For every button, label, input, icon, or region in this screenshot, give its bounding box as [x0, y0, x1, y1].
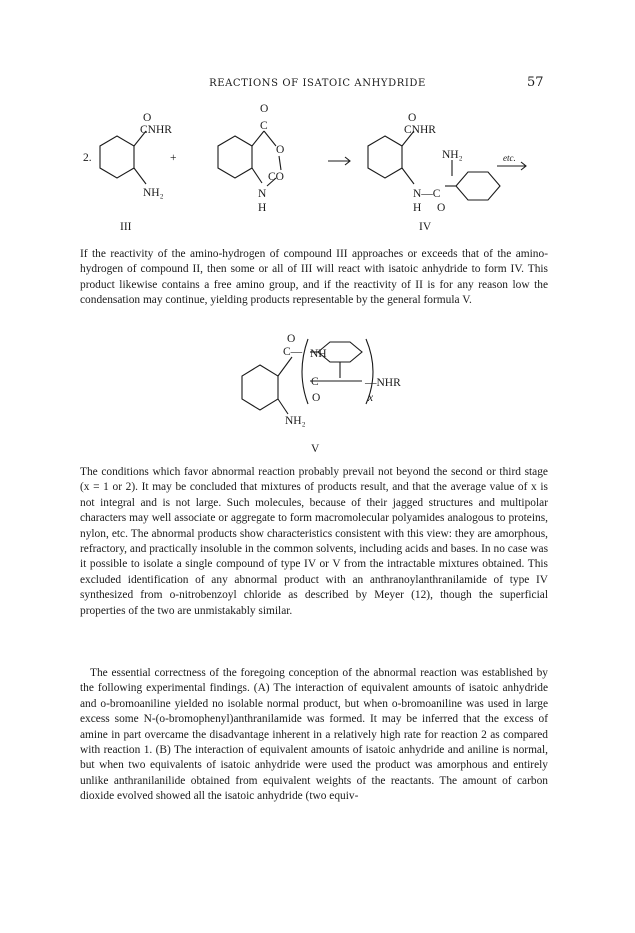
- running-head: REACTIONS OF ISATOIC ANHYDRIDE: [209, 78, 426, 89]
- c1-o-top: O: [143, 112, 152, 124]
- c3-nh2: NH₂: [442, 149, 463, 161]
- benzene-ring-IV-right: [456, 172, 500, 200]
- etc-label: etc.: [503, 153, 516, 163]
- c3-h: H: [413, 202, 422, 214]
- v-c-dash: C—: [283, 346, 303, 358]
- paragraph-3: The essential correctness of the foregoing conception of the abnormal reaction was established by the following experimental findings. (A) The interaction of equivalent amounts of isatoic anhydride and o-bromoaniline yielded no isolable normal product, but when o-bromoaniline was used in large excess some N-(o-bromophenyl)anthranilamide was formed. It may be inferred that the excess of amine in part overcame the disadvantage inherent in a relatively high rate for reaction 2 as compared with reaction 1. (B) The interaction of equivalent amounts of isatoic anhydride and aniline is normal, but when two equivalents of isatoic anhydride were used the product was amorphous and entirely unlike anthranilanilide obtained from equivalent weights of the reactants. The amount of carbon dioxide evolved showed all the isatoic anhydride (two equiv-: [80, 667, 548, 803]
- c3-o: O: [437, 202, 446, 214]
- c3-cnhr: CNHR: [404, 124, 436, 136]
- benzene-ring-V-left: [242, 365, 278, 410]
- step-label: 2.: [83, 152, 92, 164]
- c1-nh2: NH₂: [143, 187, 164, 199]
- c3-o-top: O: [408, 112, 417, 124]
- c2-h: H: [258, 202, 267, 214]
- benzene-ring-IV-left: [368, 136, 402, 178]
- c2-c: C: [260, 120, 268, 132]
- paragraph-1: If the reactivity of the amino-hydrogen of compound III approaches or exceeds that of the amino-hydrogen of compound II, then some or all of III will react with isatoic anhydride to form IV. This product likewise contains a free amino group, and if the reactivity of II is for any reason low the condensation may continue, yielding products representable by the general formula V.: [80, 248, 548, 307]
- v-o-top: O: [287, 333, 296, 345]
- v-o-lower: O: [312, 392, 321, 404]
- v-nhr: —NHR: [365, 377, 401, 389]
- v-c-lower: C: [311, 376, 319, 388]
- benzene-ring-III: [100, 136, 134, 178]
- paragraph-2: The conditions which favor abnormal reaction probably prevail not beyond the second or third stage (x = 1 or 2). It may be concluded that mixtures of products result, and that the average value of x is not integral and is not large. Such molecules, because of their jagged structures and multipolar characters may well associate or aggregate to form macromolecular polyamides analogous to proteins, nylon, etc. The abnormal products show characteristics consistent with this view: they are amorphous, refractory, and practically insoluble in the common solvents, including acids and bases. In no case was it possible to isolate a single compound of type IV or V from the intractable mixtures obtained. This excluded identification of any abnormal product with an anthranoylanthranilamide of type IV synthesized from o-nitrobenzoyl chloride as described by Meyer (12), though the superficial properties of the two are unmistakably similar.: [80, 466, 548, 617]
- c2-o-top: O: [260, 103, 269, 115]
- page-number: 57: [527, 75, 544, 90]
- c2-n: N: [258, 188, 267, 200]
- c2-co: CO: [268, 171, 284, 183]
- v-nh2: NH₂: [285, 415, 306, 427]
- label-V: V: [311, 443, 320, 455]
- benzene-ring-isatoic: [218, 136, 252, 178]
- c2-o-ring: O: [276, 144, 285, 156]
- label-IV: IV: [419, 221, 432, 233]
- c3-n-c: N—C: [413, 188, 441, 200]
- plus-sign: +: [170, 152, 177, 164]
- c1-cnhr: CNHR: [140, 124, 172, 136]
- label-III: III: [120, 221, 132, 233]
- v-x: x: [368, 392, 374, 404]
- v-nh: NH: [310, 348, 327, 360]
